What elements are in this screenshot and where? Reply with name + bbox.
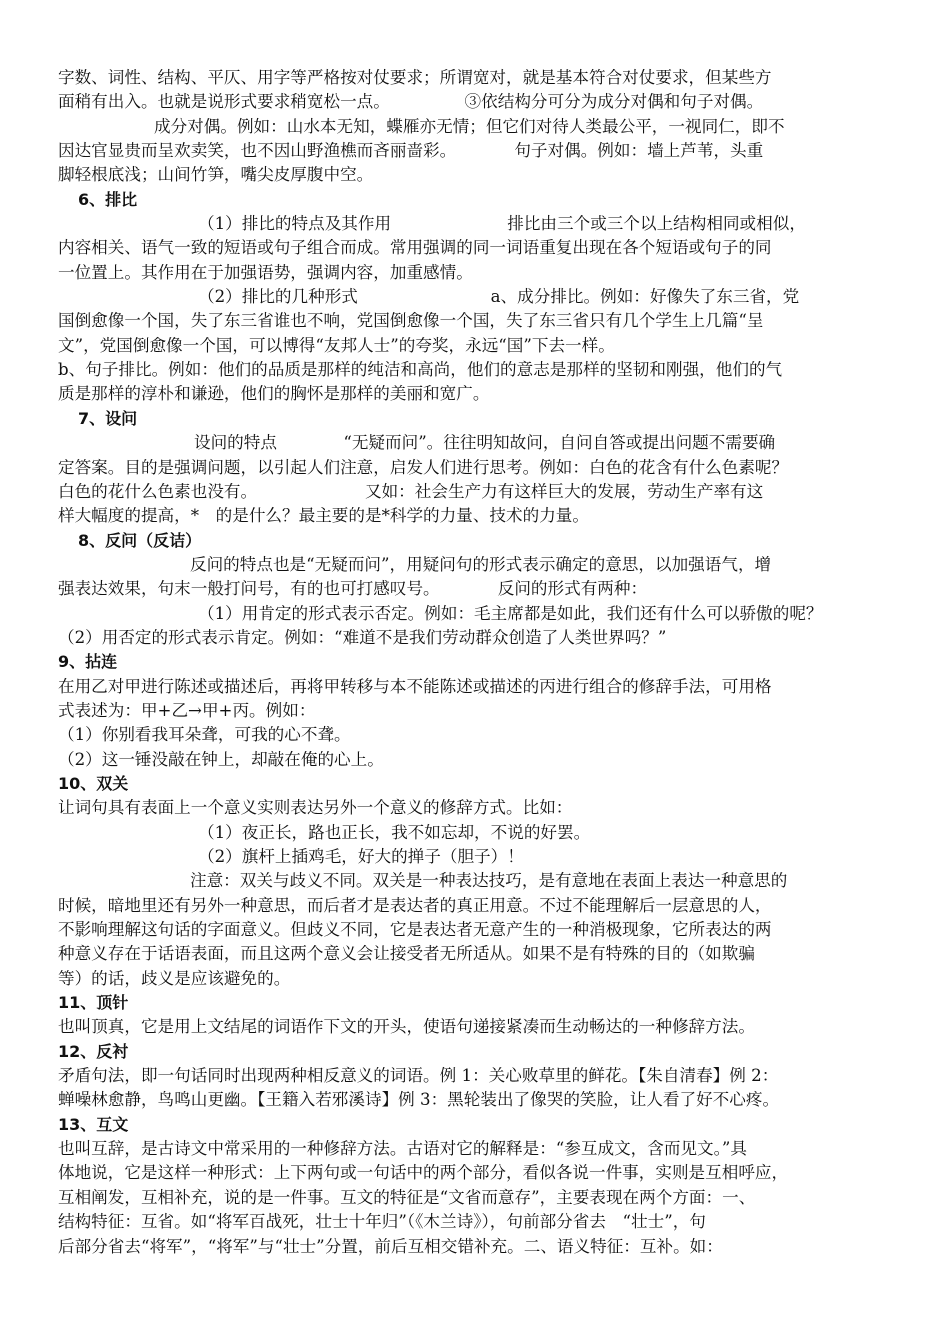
text-line: 在用乙对甲进行陈述或描述后，再将甲转移与本不能陈述或描述的丙进行组合的修辞手法，可用格	[58, 676, 772, 696]
text-line: b、句子排比。例如：他们的品质是那样的纯洁和高尚，他们的意志是那样的坚韧和刚强，他们的气	[58, 360, 783, 380]
text-line: 蝉噪林愈静，鸟鸣山更幽。【王籍入若邪溪诗】例 3：黑轮装出了像哭的笑脸，让人看了好不心疼。	[58, 1090, 780, 1110]
text-line: 设问的特点 “无疑而问”。往往明知故问，自问自答或提出问题不需要确	[194, 433, 776, 453]
text-line: 让词句具有表面上一个意义实则表达另外一个意义的修辞方式。比如：	[58, 798, 573, 818]
text-line: 质是那样的淳朴和谦逊，他们的胸怀是那样的美丽和宽广。	[58, 384, 490, 404]
text-line: （2）用否定的形式表示肯定。例如：“难道不是我们劳动群众创造了人类世界吗？”	[58, 627, 667, 647]
text-line: （2）这一锤没敲在钟上，却敲在俺的心上。	[58, 749, 384, 769]
section-heading: 12、反衬	[58, 1041, 129, 1061]
text-line: 定答案。目的是强调问题，以引起人们注意，启发人们进行思考。例如：白色的花含有什么色素呢？	[58, 457, 789, 477]
text-line: 样大幅度的提高，* 的是什么？最主要的是*科学的力量、技术的力量。	[58, 506, 589, 526]
text-line: 互相阐发，互相补充，说的是一件事。互文的特征是“文省而意存”，主要表现在两个方面：一、	[58, 1187, 756, 1207]
section-heading: 13、互文	[58, 1114, 129, 1134]
text-line: 也叫顶真，它是用上文结尾的词语作下文的开头，使语句递接紧凑而生动畅达的一种修辞方法。	[58, 1017, 755, 1037]
section-heading: 6、排比	[78, 189, 138, 209]
text-line: 面稍有出入。也就是说形式要求稍宽松一点。 ③依结构分可分为成分对偶和句子对偶。	[58, 92, 764, 112]
text-line: 成分对偶。例如：山水本无知，蝶雁亦无情；但它们对待人类最公平，一视同仁，即不	[154, 116, 785, 136]
text-line: 后部分省去“将军”，“将军”与“壮士”分置，前后互相交错补充。二、语义特征：互补。如：	[58, 1236, 723, 1256]
text-line: （1）排比的特点及其作用 排比由三个或三个以上结构相同或相似，	[198, 214, 806, 234]
section-heading: 7、设问	[78, 408, 138, 428]
text-line: 种意义存在于话语表面，而且这两个意义会让接受者无所适从。如果不是有特殊的目的（如欺骗	[58, 944, 755, 964]
text-line: 结构特征：互省。如“将军百战死，壮士十年归”（《木兰诗》），句前部分省去 “壮士”，句	[58, 1212, 706, 1232]
text-line: 强表达效果，句末一般打问号，有的也可打感叹号。 反问的形式有两种：	[58, 579, 648, 599]
text-line: 式表述为：甲+乙→甲+丙。例如：	[58, 700, 316, 720]
section-heading: 9、拈连	[58, 652, 118, 672]
section-heading: 11、顶针	[58, 993, 129, 1013]
section-heading: 10、双关	[58, 773, 129, 793]
text-line: 注意：双关与歧义不同。双关是一种表达技巧，是有意地在表面上表达一种意思的	[190, 871, 788, 891]
text-line: 脚轻根底浅；山间竹笋，嘴尖皮厚腹中空。	[58, 165, 374, 185]
text-line: （1）用肯定的形式表示否定。例如：毛主席都是如此，我们还有什么可以骄傲的呢？	[198, 603, 823, 623]
text-line: 内容相关、语气一致的短语或句子组合而成。常用强调的同一词语重复出现在各个短语或句子的同	[58, 238, 772, 258]
text-line: 一位置上。其作用在于加强语势，强调内容，加重感情。	[58, 262, 473, 282]
text-line: （2）旗杆上插鸡毛，好大的掸子（胆子）！	[198, 847, 524, 866]
section-heading: 8、反问（反诘）	[78, 530, 202, 550]
text-line: 时候，暗地里还有另外一种意思，而后者才是表达者的真正用意。不过不能理解后一层意思的人，	[58, 895, 772, 915]
text-line: （1）夜正长，路也正长，我不如忘却，不说的好罢。	[198, 822, 591, 842]
text-line: （2）排比的几种形式 a、成分排比。例如：好像失了东三省，党	[198, 287, 800, 307]
text-line: 矛盾句法，即一句话同时出现两种相反意义的词语。例 1：关心败草里的鲜花。【朱自清春】例 2：	[58, 1066, 779, 1086]
text-line: 国倒愈像一个国，失了东三省谁也不响，党国倒愈像一个国，失了东三省只有几个学生上几篇“呈	[58, 311, 764, 331]
text-line: 白色的花什么色素也没有。 又如：社会生产力有这样巨大的发展，劳动生产率有这	[58, 481, 764, 501]
text-line: 反问的特点也是“无疑而问”，用疑问句的形式表示确定的意思，以加强语气，增	[190, 554, 772, 574]
text-line: （1）你别看我耳朵聋，可我的心不聋。	[58, 725, 351, 745]
text-line: 也叫互辞，是古诗文中常采用的一种修辞方法。古语对它的解释是：“参互成文，含而见文。”具	[58, 1139, 748, 1159]
text-line: 体地说，它是这样一种形式：上下两句或一句话中的两个部分，看似各说一件事，实则是互相呼应，	[58, 1163, 789, 1183]
text-line: 文”，党国倒愈像一个国，可以博得“友邦人士”的夸奖，永远“国”下去一样。	[58, 335, 615, 355]
text-line: 不影响理解这句话的字面意义。但歧义不同，它是表达者无意产生的一种消极现象，它所表达的两	[58, 920, 772, 940]
text-line: 字数、词性、结构、平仄、用字等严格按对仗要求；所谓宽对，就是基本符合对仗要求，但某些方	[58, 68, 772, 87]
text-line: 等）的话，歧义是应该避免的。	[58, 968, 291, 988]
text-line: 因达官显贵而呈欢卖笑，也不因山野渔樵而吝丽啬彩。 句子对偶。例如：墙上芦苇，头重	[58, 141, 764, 161]
